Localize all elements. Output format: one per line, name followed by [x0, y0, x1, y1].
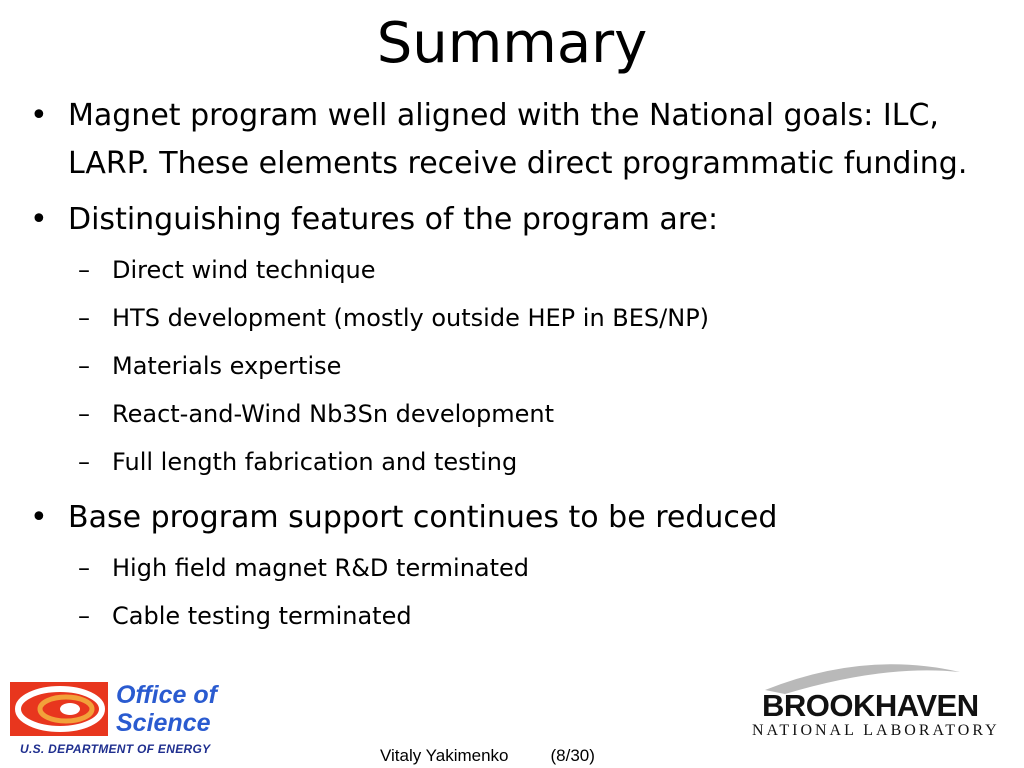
bnl-logo-subtitle: NATIONAL LABORATORY — [752, 722, 1000, 739]
dash-marker: – — [78, 602, 90, 630]
sub-bullet-text: High field magnet R&D terminated — [112, 554, 530, 582]
sub-bullet-item — [68, 294, 1001, 342]
dash-marker: – — [78, 554, 90, 582]
sub-bullet-item — [68, 246, 1001, 294]
sub-bullet-text: Cable testing terminated — [112, 602, 412, 630]
sub-bullet-text: HTS development (mostly outside HEP in BES/NP) — [112, 304, 710, 332]
footer-page-number: (8/30) — [550, 746, 595, 765]
sub-bullet-item — [68, 544, 1001, 592]
bullet-marker: • — [30, 98, 48, 133]
bullet-text: Magnet program well aligned with the National goals: ILC, LARP. These elements receive direct programmatic funding. — [68, 98, 968, 181]
doe-logo-line1: Office of — [116, 681, 217, 709]
bnl-logo-name: BROOKHAVEN — [762, 688, 979, 723]
bullet-text: Distinguishing features of the program are: — [68, 202, 719, 237]
sub-bullet-text: Materials expertise — [112, 352, 342, 380]
bullet-item — [26, 196, 1001, 486]
sub-bullet-item — [68, 438, 1001, 486]
bullet-item — [26, 494, 1001, 640]
dash-marker: – — [78, 304, 90, 332]
dash-marker: – — [78, 352, 90, 380]
doe-agency-label: U.S. DEPARTMENT OF ENERGY — [20, 742, 211, 756]
doe-logo-swirl-core — [60, 703, 80, 715]
sub-bullet-text: Full length fabrication and testing — [112, 448, 518, 476]
footer-text — [380, 746, 595, 766]
bullet-text: Base program support continues to be reduced — [68, 500, 778, 535]
slide-title: Summary — [376, 11, 648, 76]
sub-bullet-item — [68, 342, 1001, 390]
sub-bullet-item — [68, 390, 1001, 438]
sub-bullet-list — [68, 544, 1001, 640]
doe-logo-text — [116, 681, 217, 737]
doe-logo-line2: Science — [116, 709, 211, 737]
bullet-item — [26, 92, 1001, 188]
footer-author: Vitaly Yakimenko — [380, 746, 509, 765]
bullet-list — [26, 92, 1001, 648]
bullet-marker: • — [30, 202, 48, 237]
bullet-marker: • — [30, 500, 48, 535]
sub-bullet-text: Direct wind technique — [112, 256, 376, 284]
dash-marker: – — [78, 400, 90, 428]
dash-marker: – — [78, 256, 90, 284]
dash-marker: – — [78, 448, 90, 476]
sub-bullet-list — [68, 246, 1001, 486]
sub-bullet-text: React-and-Wind Nb3Sn development — [112, 400, 554, 428]
sub-bullet-item — [68, 592, 1001, 640]
